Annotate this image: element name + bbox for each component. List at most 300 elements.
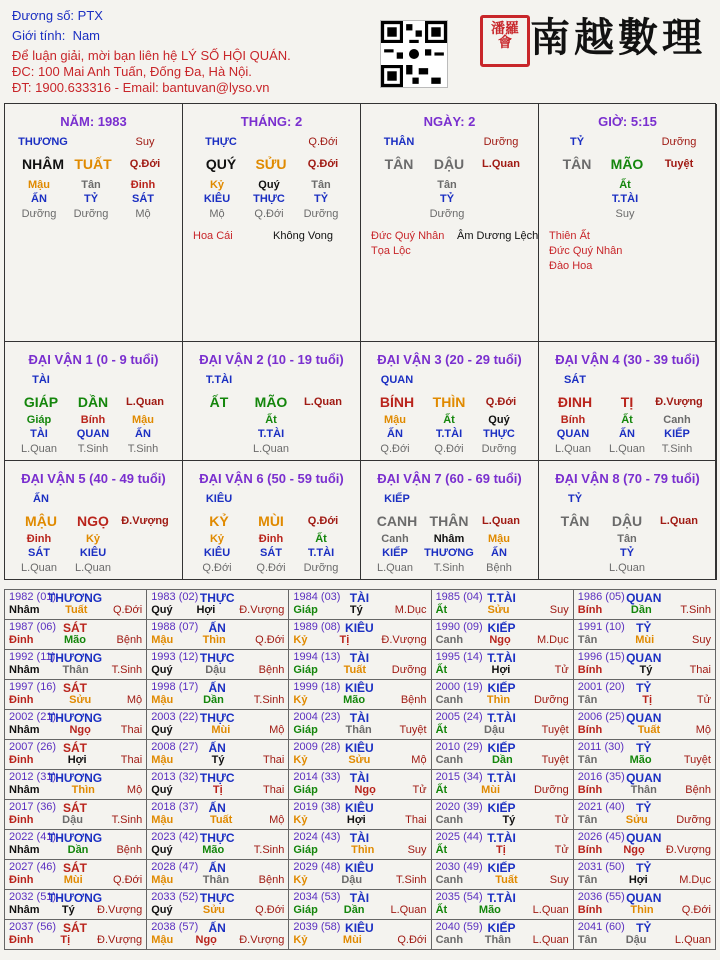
year-state: Suy bbox=[549, 604, 569, 616]
pillar-relation: Q.Đới bbox=[307, 158, 339, 170]
year-state: Đ.Vượng bbox=[239, 934, 285, 946]
year-detail bbox=[436, 814, 569, 826]
year-label: 2009 (28) bbox=[293, 741, 341, 753]
year-detail bbox=[9, 664, 142, 676]
year-state: Bệnh bbox=[116, 634, 143, 646]
hidden-god: T.TÀI bbox=[611, 193, 639, 205]
year-cell bbox=[5, 860, 147, 890]
year-cell bbox=[289, 800, 431, 830]
hidden-state: L.Quan bbox=[74, 562, 112, 574]
year-state: Tuyệt bbox=[399, 724, 427, 736]
year-label: 2000 (19) bbox=[435, 681, 483, 693]
hidden-god: TỶ bbox=[313, 193, 329, 205]
year-god: QUAN bbox=[626, 711, 662, 725]
year-cell bbox=[573, 800, 715, 830]
year-state: Q.Đới bbox=[681, 904, 711, 916]
year-god: KIẾP bbox=[487, 861, 516, 875]
hidden-stem: Ất bbox=[315, 533, 327, 545]
year-cell bbox=[289, 890, 431, 920]
pillar-stem: QUÝ bbox=[205, 156, 237, 172]
year-state: L.Quan bbox=[674, 934, 711, 946]
dai-van-god: ẤN bbox=[33, 493, 49, 505]
dai-van-branch: TỊ bbox=[620, 394, 634, 410]
year-label: 2030 (49) bbox=[435, 861, 483, 873]
hidden-stem: Đinh bbox=[130, 179, 156, 191]
year-stem: Mậu bbox=[151, 934, 174, 946]
year-cell bbox=[289, 770, 431, 800]
year-cell bbox=[5, 770, 147, 800]
year-branch: Hợi bbox=[196, 604, 216, 616]
year-cell bbox=[5, 680, 147, 710]
year-label: 2019 (38) bbox=[293, 801, 341, 813]
year-detail bbox=[151, 694, 284, 706]
year-stem: Giáp bbox=[293, 724, 318, 736]
year-god: TÀI bbox=[349, 831, 370, 845]
dai-van-relation: Đ.Vượng bbox=[655, 396, 703, 408]
year-detail bbox=[151, 874, 284, 886]
year-detail bbox=[9, 604, 142, 616]
year-cell bbox=[431, 740, 573, 770]
year-state: M.Dục bbox=[394, 604, 427, 616]
dai-van-god: T.TÀI bbox=[205, 374, 233, 386]
year-branch: Sửu bbox=[487, 604, 510, 616]
year-branch: Dần bbox=[343, 904, 365, 916]
year-stem: Kỷ bbox=[293, 754, 308, 766]
hidden-stem: Tân bbox=[311, 179, 331, 191]
year-detail bbox=[436, 634, 569, 646]
qr-code-icon bbox=[380, 20, 448, 88]
hidden-god: THỰC bbox=[253, 193, 285, 205]
dai-van-cell bbox=[539, 342, 717, 461]
year-branch: Ngọ bbox=[489, 634, 511, 646]
year-stem: Bính bbox=[577, 664, 603, 676]
seal-text: 潘羅會 bbox=[491, 21, 519, 51]
year-state: Tử bbox=[554, 844, 569, 856]
year-detail bbox=[293, 784, 426, 796]
year-branch: Ngọ bbox=[623, 844, 645, 856]
year-cell bbox=[289, 680, 431, 710]
hidden-stem: Ất bbox=[443, 414, 455, 426]
gender-line bbox=[12, 28, 100, 43]
year-god: THƯƠNG bbox=[47, 591, 103, 605]
year-detail bbox=[9, 754, 142, 766]
year-cell bbox=[147, 740, 289, 770]
year-cell bbox=[289, 590, 431, 620]
year-state: Suy bbox=[692, 634, 711, 646]
year-stem: Nhâm bbox=[9, 724, 40, 736]
year-label: 1984 (03) bbox=[293, 591, 341, 603]
hidden-god: ẤN bbox=[135, 428, 151, 440]
year-state: Dưỡng bbox=[391, 664, 427, 676]
year-label: 2002 (21) bbox=[9, 711, 57, 723]
pillar-branch: DẬU bbox=[433, 156, 465, 172]
address-line: ĐC: 100 Mai Anh Tuấn, Đống Đa, Hà Nội. bbox=[12, 64, 252, 79]
dai-van-cell bbox=[183, 461, 361, 580]
dai-van-relation: L.Quan bbox=[304, 396, 342, 408]
year-branch: Sửu bbox=[202, 904, 225, 916]
year-stem: Giáp bbox=[293, 784, 318, 796]
annual-row bbox=[5, 740, 716, 770]
year-branch: Mão bbox=[343, 694, 366, 706]
special-star: Đức Quý Nhân bbox=[549, 245, 623, 257]
hidden-state: L.Quan bbox=[20, 443, 58, 455]
year-state: T.Sinh bbox=[111, 664, 143, 676]
year-state: T.Sinh bbox=[253, 844, 285, 856]
year-detail bbox=[293, 604, 426, 616]
year-label: 2040 (59) bbox=[435, 921, 483, 933]
dai-van-branch: DẬU bbox=[611, 513, 643, 529]
year-stem: Quý bbox=[151, 724, 173, 736]
year-label: 2024 (43) bbox=[293, 831, 341, 843]
year-detail bbox=[9, 724, 142, 736]
year-stem: Nhâm bbox=[9, 904, 40, 916]
year-label: 1985 (04) bbox=[435, 591, 483, 603]
year-god: QUAN bbox=[626, 831, 662, 845]
hidden-stem: Nhâm bbox=[433, 533, 465, 545]
year-cell bbox=[431, 650, 573, 680]
year-branch: Mão bbox=[478, 904, 501, 916]
year-stem: Giáp bbox=[293, 604, 318, 616]
year-god: KIẾP bbox=[487, 921, 516, 935]
year-detail bbox=[293, 814, 426, 826]
year-state: Thai bbox=[262, 754, 285, 766]
dai-van-branch: THÌN bbox=[432, 394, 466, 410]
dai-van-title: ĐẠI VẬN 5 (40 - 49 tuổi) bbox=[21, 471, 166, 486]
year-god: THƯƠNG bbox=[47, 831, 103, 845]
year-cell bbox=[147, 650, 289, 680]
hidden-state: Q.Đới bbox=[202, 562, 232, 574]
year-cell bbox=[431, 890, 573, 920]
hidden-stem: Tân bbox=[617, 533, 637, 545]
pillar-god: TỶ bbox=[569, 136, 585, 148]
hidden-god: TỶ bbox=[439, 193, 455, 205]
hidden-state: T.Sinh bbox=[127, 443, 159, 455]
year-branch: Dậu bbox=[484, 724, 505, 736]
year-cell bbox=[147, 590, 289, 620]
year-branch: Mão bbox=[629, 754, 652, 766]
hidden-stem: Ất bbox=[621, 414, 633, 426]
year-branch: Hợi bbox=[491, 664, 511, 676]
year-label: 2005 (24) bbox=[435, 711, 483, 723]
year-label: 2023 (42) bbox=[151, 831, 199, 843]
year-stem: Giáp bbox=[293, 844, 318, 856]
year-label: 2021 (40) bbox=[577, 801, 625, 813]
year-state: Tử bbox=[412, 784, 427, 796]
pillar-state: Dưỡng bbox=[661, 136, 697, 148]
year-state: Bệnh bbox=[400, 694, 427, 706]
year-label: 1986 (05) bbox=[577, 591, 625, 603]
year-stem: Tân bbox=[577, 874, 598, 886]
year-detail bbox=[436, 724, 569, 736]
year-detail bbox=[9, 814, 142, 826]
year-label: 2003 (22) bbox=[151, 711, 199, 723]
year-god: THỰC bbox=[199, 831, 235, 845]
year-label: 1993 (12) bbox=[151, 651, 199, 663]
special-star: Không Vong bbox=[273, 230, 333, 242]
year-god: THỰC bbox=[199, 651, 235, 665]
annual-row bbox=[5, 860, 716, 890]
pillar-branch: MÃO bbox=[610, 156, 644, 172]
hidden-state: Dưỡng bbox=[481, 443, 517, 455]
year-branch: Dậu bbox=[205, 664, 227, 676]
hidden-state: Q.Đới bbox=[434, 443, 464, 455]
year-state: Dưỡng bbox=[533, 784, 569, 796]
year-stem: Bính bbox=[577, 724, 603, 736]
hidden-stem: Canh bbox=[381, 533, 409, 545]
hidden-state: Bệnh bbox=[486, 562, 512, 574]
year-branch: Tị bbox=[212, 784, 223, 796]
year-detail bbox=[151, 754, 284, 766]
pillar-god: THƯƠNG bbox=[18, 136, 68, 148]
year-cell bbox=[573, 620, 715, 650]
year-cell bbox=[147, 770, 289, 800]
year-cell bbox=[573, 770, 715, 800]
year-state: Đ.Vượng bbox=[381, 634, 427, 646]
hidden-god: SÁT bbox=[260, 547, 282, 559]
year-cell bbox=[431, 770, 573, 800]
pillar-cell bbox=[183, 104, 361, 342]
year-label: 2034 (53) bbox=[293, 891, 341, 903]
year-god: ẤN bbox=[208, 921, 226, 935]
special-star: Thiên Ất bbox=[549, 230, 590, 242]
year-detail bbox=[9, 874, 142, 886]
dai-van-stem: GIÁP bbox=[23, 394, 59, 410]
year-cell bbox=[147, 620, 289, 650]
year-label: 2025 (44) bbox=[435, 831, 483, 843]
year-label: 2033 (52) bbox=[151, 891, 199, 903]
year-state: Tử bbox=[554, 664, 569, 676]
year-detail bbox=[436, 754, 569, 766]
year-detail bbox=[578, 724, 711, 736]
hidden-god: T.TÀI bbox=[307, 547, 335, 559]
year-cell bbox=[289, 650, 431, 680]
year-god: KIÊU bbox=[345, 621, 374, 635]
year-label: 2022 (41) bbox=[9, 831, 57, 843]
year-stem: Canh bbox=[435, 634, 464, 646]
year-detail bbox=[151, 664, 284, 676]
annual-row bbox=[5, 890, 716, 920]
hidden-state: Mộ bbox=[209, 208, 225, 220]
annual-row bbox=[5, 830, 716, 860]
year-branch: Thân bbox=[202, 874, 230, 886]
year-stem: Ất bbox=[435, 784, 448, 796]
year-god: SÁT bbox=[63, 681, 87, 695]
year-state: Đ.Vượng bbox=[665, 844, 711, 856]
dai-van-stem: ĐINH bbox=[557, 394, 593, 410]
year-branch: Mùi bbox=[63, 874, 83, 886]
year-stem: Kỷ bbox=[293, 934, 308, 946]
year-god: THỰC bbox=[199, 711, 235, 725]
year-label: 2007 (26) bbox=[9, 741, 57, 753]
year-branch: Hợi bbox=[628, 874, 648, 886]
year-detail bbox=[578, 754, 711, 766]
dai-van-god: KIÊU bbox=[205, 493, 233, 505]
year-god: THƯƠNG bbox=[47, 711, 103, 725]
pillar-stem: TÂN bbox=[384, 156, 414, 172]
year-cell bbox=[573, 590, 715, 620]
pillar-relation: Q.Đới bbox=[129, 158, 161, 170]
year-branch: Thìn bbox=[486, 694, 511, 706]
hidden-god: T.TÀI bbox=[435, 428, 463, 440]
year-cell bbox=[5, 620, 147, 650]
year-branch: Hợi bbox=[67, 754, 87, 766]
year-god: TỶ bbox=[636, 741, 652, 755]
year-label: 1997 (16) bbox=[9, 681, 57, 693]
year-state: M.Dục bbox=[536, 634, 569, 646]
year-branch: Thìn bbox=[202, 634, 226, 646]
hidden-stem: Mậu bbox=[132, 414, 154, 426]
year-detail bbox=[9, 904, 142, 916]
year-cell bbox=[147, 830, 289, 860]
year-detail bbox=[436, 934, 569, 946]
year-label: 2001 (20) bbox=[577, 681, 625, 693]
year-state: Suy bbox=[407, 844, 427, 856]
year-branch: Mão bbox=[202, 844, 225, 856]
year-god: SÁT bbox=[63, 861, 87, 875]
year-god: KIẾP bbox=[487, 621, 516, 635]
year-branch: Tị bbox=[339, 634, 350, 646]
logo: 南越數理 bbox=[530, 14, 706, 61]
year-detail bbox=[9, 934, 142, 946]
year-cell bbox=[5, 890, 147, 920]
year-branch: Tý bbox=[639, 664, 653, 676]
year-cell bbox=[147, 920, 289, 950]
hidden-stem: Đinh bbox=[258, 533, 284, 545]
year-state: L.Quan bbox=[390, 904, 427, 916]
year-god: SÁT bbox=[63, 921, 87, 935]
year-label: 1982 (01) bbox=[9, 591, 57, 603]
year-stem: Quý bbox=[151, 784, 173, 796]
year-stem: Bính bbox=[577, 904, 603, 916]
year-branch: Ngọ bbox=[195, 934, 217, 946]
year-state: Mộ bbox=[269, 814, 285, 826]
year-branch: Hợi bbox=[346, 814, 366, 826]
year-detail bbox=[9, 694, 142, 706]
dai-van-cell bbox=[183, 342, 361, 461]
year-stem: Tân bbox=[577, 754, 598, 766]
chart-grid bbox=[4, 103, 716, 580]
year-god: T.TÀI bbox=[487, 651, 516, 665]
year-stem: Bính bbox=[577, 844, 603, 856]
year-branch: Tị bbox=[496, 844, 506, 856]
year-detail bbox=[9, 844, 142, 856]
year-branch: Mão bbox=[63, 634, 86, 646]
year-label: 2008 (27) bbox=[151, 741, 199, 753]
subject-line bbox=[12, 8, 103, 23]
dai-van-title: ĐẠI VẬN 3 (20 - 29 tuổi) bbox=[377, 352, 522, 367]
year-label: 2032 (51) bbox=[9, 891, 57, 903]
year-branch: Thân bbox=[484, 934, 511, 946]
pillar-god: THỰC bbox=[205, 136, 237, 148]
year-label: 1999 (18) bbox=[293, 681, 341, 693]
year-branch: Thân bbox=[630, 784, 657, 796]
year-branch: Tuất bbox=[65, 604, 88, 616]
year-god: TÀI bbox=[349, 711, 370, 725]
year-label: 2018 (37) bbox=[151, 801, 199, 813]
hidden-state: Mộ bbox=[135, 208, 151, 220]
year-stem: Kỷ bbox=[293, 814, 308, 826]
year-god: KIÊU bbox=[345, 681, 374, 695]
year-god: SÁT bbox=[63, 621, 87, 635]
year-god: KIÊU bbox=[345, 921, 374, 935]
hidden-god: QUAN bbox=[556, 428, 590, 440]
year-cell bbox=[289, 710, 431, 740]
year-cell bbox=[5, 830, 147, 860]
year-branch: Mùi bbox=[635, 634, 655, 646]
year-stem: Bính bbox=[577, 784, 603, 796]
year-state: Suy bbox=[549, 874, 569, 886]
year-detail bbox=[293, 754, 426, 766]
hidden-state: Suy bbox=[615, 208, 635, 220]
year-state: Bệnh bbox=[258, 664, 285, 676]
hidden-stem: Mậu bbox=[28, 179, 50, 191]
year-god: KIÊU bbox=[345, 741, 374, 755]
hidden-stem: Giáp bbox=[26, 414, 52, 426]
dai-van-stem: MẬU bbox=[25, 513, 57, 529]
year-cell bbox=[431, 860, 573, 890]
year-branch: Sửu bbox=[348, 754, 371, 766]
pillar-state: Q.Đới bbox=[308, 136, 338, 148]
hidden-god: ẤN bbox=[491, 547, 507, 559]
dai-van-relation: L.Quan bbox=[126, 396, 164, 408]
year-detail bbox=[293, 844, 426, 856]
hidden-god: SÁT bbox=[28, 547, 50, 559]
hidden-god: ẤN bbox=[387, 428, 403, 440]
year-stem: Canh bbox=[435, 874, 464, 886]
year-detail bbox=[436, 904, 569, 916]
year-stem: Đinh bbox=[9, 814, 34, 826]
year-stem: Ất bbox=[435, 604, 448, 616]
year-state: L.Quan bbox=[532, 904, 569, 916]
year-state: Mộ bbox=[126, 694, 143, 706]
hidden-state: L.Quan bbox=[20, 562, 58, 574]
year-branch: Thìn bbox=[71, 784, 95, 796]
year-cell bbox=[5, 590, 147, 620]
year-cell bbox=[431, 830, 573, 860]
year-branch: Ngọ bbox=[354, 784, 376, 796]
year-branch: Tý bbox=[61, 904, 75, 916]
year-branch: Thân bbox=[345, 724, 372, 736]
hidden-state: Dưỡng bbox=[303, 562, 339, 574]
year-branch: Tị bbox=[60, 934, 71, 946]
year-state: T.Sinh bbox=[253, 694, 285, 706]
year-state: Bệnh bbox=[685, 784, 711, 796]
special-star: Đức Quý Nhân bbox=[371, 230, 445, 242]
year-state: Mộ bbox=[126, 784, 143, 796]
subject-value: PTX bbox=[77, 8, 103, 23]
hidden-state: Dưỡng bbox=[21, 208, 57, 220]
dai-van-relation: L.Quan bbox=[660, 515, 698, 527]
year-label: 1996 (15) bbox=[577, 651, 625, 663]
year-state: Q.Đới bbox=[255, 904, 285, 916]
hidden-god: THƯƠNG bbox=[424, 547, 474, 559]
year-cell bbox=[573, 890, 715, 920]
year-cell bbox=[147, 800, 289, 830]
pillar-state: Suy bbox=[135, 136, 155, 148]
year-label: 1998 (17) bbox=[151, 681, 199, 693]
pillar-title: GIỜ: 5:15 bbox=[598, 114, 657, 129]
year-state: Tử bbox=[696, 694, 711, 706]
year-stem: Đinh bbox=[9, 694, 34, 706]
hidden-stem: Tân bbox=[81, 179, 101, 191]
year-label: 2020 (39) bbox=[435, 801, 483, 813]
year-branch: Thìn bbox=[630, 904, 654, 916]
year-detail bbox=[578, 604, 711, 616]
year-state: Thai bbox=[262, 784, 285, 796]
dai-van-god: QUAN bbox=[380, 374, 414, 386]
year-state: Đ.Vượng bbox=[97, 904, 143, 916]
phone-email-line[interactable]: ĐT: 1900.633316 - Email: bantuvan@lyso.vn bbox=[12, 80, 270, 95]
